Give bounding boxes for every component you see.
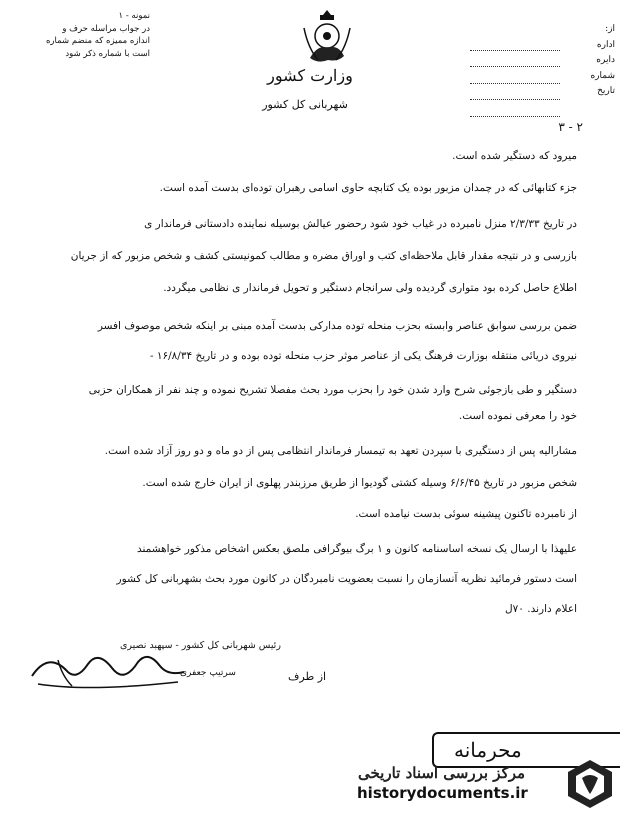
body-line: در تاریخ ۲/۳/۳۳ منزل نامبرده در غیاب خود شود رحضور عیالش بوسیله نماینده دادستانی فرماندار ی (144, 218, 577, 230)
meta-labels (563, 22, 615, 100)
watermark-url: historydocuments.ir (357, 784, 528, 802)
body-line: خود را معرفی نموده است. (458, 410, 577, 422)
body-line: است دستور فرمائید نظریه آنسازمان را نسبت بعضویت نامبردگان در کانون مورد بحث بشهربانی کل کشور (116, 573, 577, 585)
watermark-center-name: مرکز بررسی اسناد تاریخی (358, 764, 526, 782)
stamp-text: محرمانه (454, 738, 522, 762)
body-line: اعلام دارند. ۷۰ل (505, 603, 577, 615)
handwritten-signature (28, 646, 188, 696)
meta-label-number: شماره (590, 70, 615, 81)
body-line: جزء کتابهائی که در چمدان مزبور بوده یک کتابچه حاوی اسامی رهبران توده‌ای بدست آمده است. (159, 182, 577, 194)
meta-label-office: اداره (596, 39, 615, 50)
body-line: شخص مزبور در تاریخ ۶/۶/۴۵ وسیله کشتی گودیوا از طریق مرزبندر پهلوی از ایران خارج شده است. (142, 477, 577, 489)
meta-label-date: تاریخ (597, 86, 615, 96)
body-line: اطلاع حاصل کرده بود متواری گردیده ولی سرانجام دستگیر و تحویل فرماندار ی نظامی میگردد. (163, 282, 577, 294)
reference-number: ۲ - ۳ (558, 120, 583, 134)
lion-and-sun-emblem-icon (298, 8, 356, 70)
department-title: شهربانی کل کشور (262, 98, 348, 111)
form-note-line: است با شماره ذکر شود (65, 48, 150, 59)
body-line: میرود که دستگیر شده است. (452, 150, 577, 162)
ministry-title: وزارت کشور (267, 66, 353, 85)
body-line: دستگیر و طی بازجوئی شرح وارد شدن خود را بحزب مورد بحث مفصلا تشریح نموده و چند نفر از همکاران حزبی (88, 384, 577, 396)
form-note-line: نمونه - ۱ (118, 11, 150, 21)
signatory-title: رئیس شهربانی کل کشور - سپهبد نصیری (120, 640, 281, 651)
meta-label-from: از: (605, 24, 615, 34)
form-note-line: در جواب مراسله حرف و (62, 23, 150, 34)
signatory-name: سرتیپ جعفری (180, 668, 236, 678)
form-note (30, 10, 150, 60)
on-behalf-label: از طرف (288, 670, 327, 683)
archive-logo-icon (566, 758, 614, 810)
body-line: مشارالیه پس از دستگیری با سپردن تعهد به تیمسار فرماندار انتظامی پس از دو ماه و دو روز آزاد شده است. (104, 445, 577, 457)
form-note-line: اندازه ممیزه که منضم شماره (45, 36, 150, 46)
body-line: علیهذا با ارسال یک نسخه اساسنامه کانون و ۱ برگ بیوگرافی ملصق بعکس اشخاص مذکور خواهشمند (136, 543, 577, 555)
body-line: نیروی دریائی منتقله بوزارت فرهنگ یکی از عناصر موثر حزب منحله توده بوده و در تاریخ ۱۶/۸/۳۴ - (149, 350, 577, 362)
body-line: ضمن بررسی سوابق عناصر وابسته بحزب منحله توده مدارکی بدست آمده مبنی بر اینکه شخص موصوف افسر (97, 320, 577, 332)
body-line: بازرسی و در نتیجه مقدار قابل ملاحظه‌ای کتب و اوراق مضره و مطالب کمونیستی کشف و شخص مزبور که از جریان (70, 250, 577, 262)
meta-label-section: دایره (596, 55, 615, 65)
meta-fill-lines (470, 34, 560, 117)
body-line: از نامبرده تاکنون پیشینه سوئی بدست نیامده است. (355, 508, 577, 520)
